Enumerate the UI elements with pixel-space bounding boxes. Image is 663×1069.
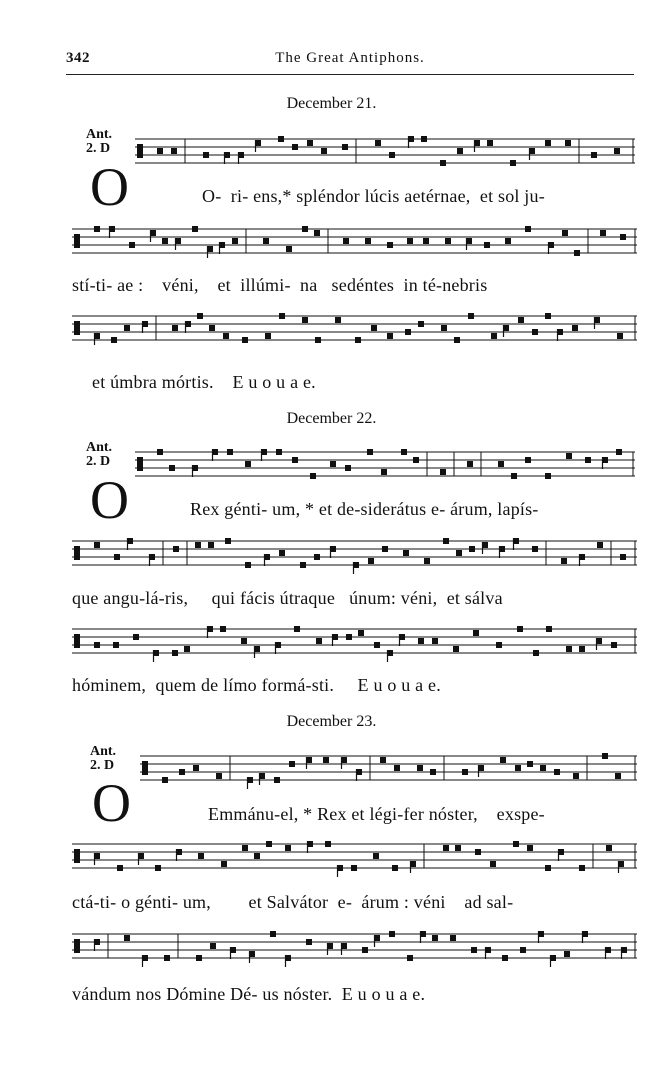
lyric-line: Emmánu-el, * Rex et légi-fer nóster, exspe- (208, 804, 545, 824)
neume (164, 955, 170, 961)
neume (602, 753, 608, 759)
neume (133, 634, 139, 640)
neume (510, 160, 516, 166)
chant-staff (135, 448, 635, 488)
neume (335, 317, 341, 323)
neume (423, 238, 429, 244)
neume (511, 473, 517, 479)
neume (310, 473, 316, 479)
clef-mark (74, 546, 80, 560)
neume (418, 321, 424, 327)
neume (193, 765, 199, 771)
neume (220, 626, 226, 632)
clef-mark (74, 234, 80, 248)
neume (265, 333, 271, 339)
neume (302, 317, 308, 323)
neume (473, 630, 479, 636)
neume (225, 538, 231, 544)
page-number: 342 (66, 50, 90, 66)
neume (321, 148, 327, 154)
neume (515, 765, 521, 771)
header-rule (66, 74, 634, 75)
neume (389, 152, 395, 158)
neume (565, 140, 571, 146)
neume (579, 646, 585, 652)
neume (381, 469, 387, 475)
neume (382, 546, 388, 552)
neume (520, 947, 526, 953)
neume (540, 765, 546, 771)
lyric-line: O- ri- ens,* spléndor lúcis aetérnae, et sol ju- (202, 186, 545, 206)
neume (241, 638, 247, 644)
neume (351, 865, 357, 871)
neume (172, 325, 178, 331)
neume (245, 562, 251, 568)
neume (574, 250, 580, 256)
neume (270, 931, 276, 937)
neume (407, 955, 413, 961)
neume (365, 238, 371, 244)
neume (314, 230, 320, 236)
page-header (66, 50, 634, 72)
neume (389, 931, 395, 937)
neume (111, 337, 117, 343)
neume (263, 238, 269, 244)
neume (173, 546, 179, 552)
chant-staff (72, 537, 637, 577)
neume (407, 238, 413, 244)
neume (457, 148, 463, 154)
neume (417, 765, 423, 771)
neume (403, 550, 409, 556)
antiphon-label-ant: Ant. (86, 440, 113, 455)
antiphon-label (90, 745, 116, 773)
neume (487, 140, 493, 146)
neume (424, 558, 430, 564)
neume (443, 845, 449, 851)
neume (292, 144, 298, 150)
neume (600, 230, 606, 236)
neume (505, 238, 511, 244)
antiphon-label (86, 128, 112, 156)
antiphon-label-ant: Ant. (86, 127, 113, 142)
clef-mark (74, 321, 80, 335)
chant-staff (72, 840, 637, 880)
neume (614, 148, 620, 154)
neume (221, 861, 227, 867)
neume (155, 865, 161, 871)
neume (554, 769, 560, 775)
initial-letter: O (92, 773, 131, 833)
neume (430, 769, 436, 775)
neume (232, 238, 238, 244)
neume (617, 333, 623, 339)
neume (157, 449, 163, 455)
chant-staff (72, 625, 637, 665)
neume (279, 313, 285, 319)
chant-staff (140, 752, 637, 792)
neume (245, 461, 251, 467)
neume (441, 325, 447, 331)
neume (227, 449, 233, 455)
antiphon-mode: 2. D (90, 758, 115, 773)
initial-letter: O (90, 470, 129, 530)
lyric-line: vándum nos Dómine Dé- us nóster. E u o u a e. (72, 984, 426, 1004)
neume (432, 638, 438, 644)
neume (254, 853, 260, 859)
neume (358, 630, 364, 636)
clef-mark (74, 939, 80, 953)
clef-mark (74, 634, 80, 648)
neume (545, 140, 551, 146)
neume (342, 144, 348, 150)
neume (117, 865, 123, 871)
neume (591, 152, 597, 158)
neume (289, 761, 295, 767)
chant-staff (135, 135, 635, 175)
neume (611, 642, 617, 648)
neume (169, 465, 175, 471)
neume (525, 226, 531, 232)
lyric-line: que angu-lá-ris, qui fácis útraque únum: véni, et sálva (72, 588, 503, 608)
neume (545, 473, 551, 479)
neume (113, 642, 119, 648)
neume (566, 453, 572, 459)
neume (545, 313, 551, 319)
neume (532, 329, 538, 335)
neume (294, 626, 300, 632)
neume (302, 226, 308, 232)
neume (184, 646, 190, 652)
neume (585, 457, 591, 463)
neume (367, 449, 373, 455)
neume (533, 650, 539, 656)
neume (490, 861, 496, 867)
neume (129, 242, 135, 248)
neume (545, 865, 551, 871)
neume (345, 465, 351, 471)
neume (432, 935, 438, 941)
neume (616, 449, 622, 455)
neume (405, 329, 411, 335)
neume (462, 769, 468, 775)
neume (392, 865, 398, 871)
neume (371, 325, 377, 331)
clef-mark (137, 144, 143, 158)
neume (286, 246, 292, 252)
neume (306, 939, 312, 945)
neume (94, 226, 100, 232)
neume (209, 325, 215, 331)
neume (456, 550, 462, 556)
neume (421, 136, 427, 142)
neume (500, 757, 506, 763)
neume (279, 550, 285, 556)
neume (325, 841, 331, 847)
neume (197, 313, 203, 319)
neume (475, 849, 481, 855)
neume (498, 461, 504, 467)
neume (546, 626, 552, 632)
neume (285, 845, 291, 851)
neume (157, 148, 163, 154)
neume (562, 230, 568, 236)
neume (179, 769, 185, 775)
antiphon-date: December 22. (286, 410, 377, 427)
neume (387, 333, 393, 339)
neume (527, 761, 533, 767)
neume (527, 845, 533, 851)
neume (208, 542, 214, 548)
neume (597, 542, 603, 548)
neume (564, 951, 570, 957)
neume (561, 558, 567, 564)
antiphon-date: December 21. (286, 95, 377, 112)
neume (387, 242, 393, 248)
neume (620, 554, 626, 560)
neume (300, 562, 306, 568)
neume (401, 449, 407, 455)
neume (162, 777, 168, 783)
neume (368, 558, 374, 564)
neume (323, 757, 329, 763)
neume (413, 457, 419, 463)
neume (517, 626, 523, 632)
lyric-line: Rex génti- um, * et de-siderátus e- árum, lapís- (190, 499, 539, 519)
neume (274, 777, 280, 783)
neume (620, 234, 626, 240)
neume (223, 333, 229, 339)
neume (114, 554, 120, 560)
clef-mark (137, 457, 143, 471)
neume (278, 136, 284, 142)
neume (276, 449, 282, 455)
antiphon-date: December 23. (286, 713, 377, 730)
chant-staff (72, 225, 637, 265)
neume (440, 469, 446, 475)
neume (450, 935, 456, 941)
neume (440, 160, 446, 166)
chant-staff (72, 312, 637, 352)
neume (362, 947, 368, 953)
neume (216, 773, 222, 779)
neume (513, 841, 519, 847)
neume (394, 765, 400, 771)
neume (525, 457, 531, 463)
neume (195, 542, 201, 548)
neume (203, 152, 209, 158)
neume (196, 955, 202, 961)
neume (418, 638, 424, 644)
neume (374, 642, 380, 648)
neume (443, 538, 449, 544)
neume (573, 773, 579, 779)
neume (471, 947, 477, 953)
neume (496, 642, 502, 648)
neume (502, 955, 508, 961)
neume (455, 845, 461, 851)
neume (94, 542, 100, 548)
neume (242, 845, 248, 851)
neume (491, 333, 497, 339)
neume (579, 865, 585, 871)
initial-letter: O (90, 157, 129, 217)
antiphon-label (86, 441, 112, 469)
neume (124, 935, 130, 941)
chant-staff (72, 930, 637, 970)
neume (315, 337, 321, 343)
neume (124, 325, 130, 331)
neume (572, 325, 578, 331)
neume (566, 646, 572, 652)
neume (532, 546, 538, 552)
antiphon-mode: 2. D (86, 141, 111, 156)
neume (94, 642, 100, 648)
neume (467, 461, 473, 467)
lyric-line: et úmbra mórtis. E u o u a e. (92, 372, 316, 392)
running-title: The Great Antiphons. (275, 50, 425, 66)
neume (198, 853, 204, 859)
lyric-line: stí-ti- ae : véni, et illúmi- na sedéntes in té-nebris (72, 275, 488, 295)
neume (445, 238, 451, 244)
antiphon-mode: 2. D (86, 454, 111, 469)
neume (171, 148, 177, 154)
neume (314, 554, 320, 560)
clef-mark (74, 849, 80, 863)
lyric-line: ctá-ti- o génti- um, et Salvátor e- árum : véni ad sal- (72, 892, 514, 912)
antiphon-label-ant: Ant. (90, 744, 117, 759)
lyric-line: hóminem, quem de límo formá-sti. E u o u a e. (72, 675, 441, 695)
neume (162, 238, 168, 244)
neume (469, 546, 475, 552)
clef-mark (142, 761, 148, 775)
neume (192, 226, 198, 232)
neume (454, 337, 460, 343)
neume (380, 757, 386, 763)
neume (453, 646, 459, 652)
neume (292, 457, 298, 463)
neume (242, 337, 248, 343)
neume (346, 634, 352, 640)
neume (307, 140, 313, 146)
neume (375, 140, 381, 146)
neume (330, 461, 336, 467)
neume (210, 943, 216, 949)
neume (484, 242, 490, 248)
neume (343, 238, 349, 244)
neume (373, 853, 379, 859)
neume (615, 773, 621, 779)
neume (316, 638, 322, 644)
neume (518, 317, 524, 323)
neume (172, 650, 178, 656)
neume (468, 313, 474, 319)
neume (355, 337, 361, 343)
neume (606, 845, 612, 851)
neume (266, 841, 272, 847)
